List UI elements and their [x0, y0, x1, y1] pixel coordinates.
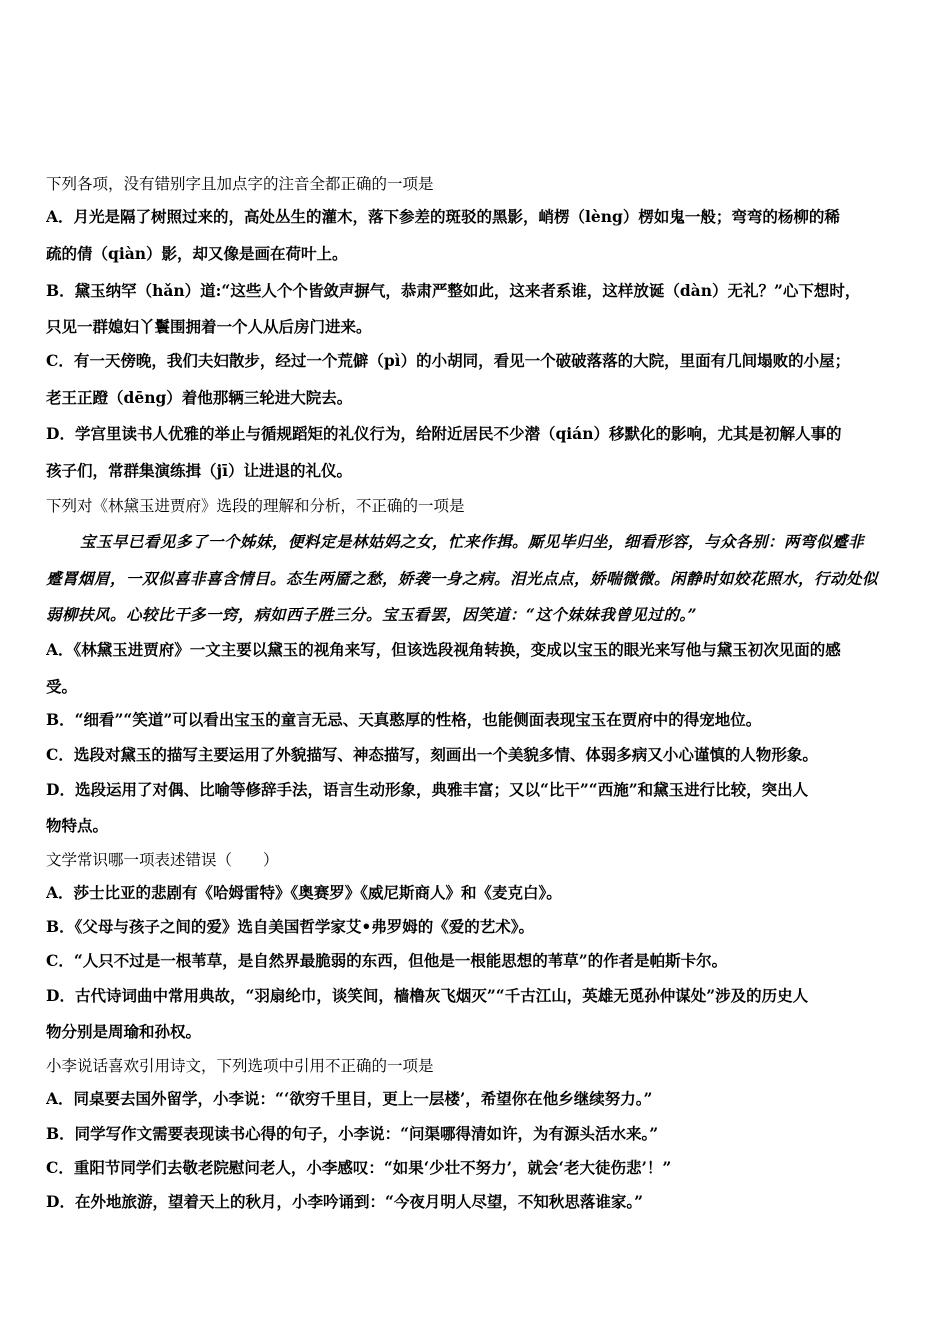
q4-option-b: B．同学写作文需要表现读书心得的句子，小李说：“问渠哪得清如许，为有源头活水来。” [46, 1124, 659, 1143]
q3-option-c: C．“人只不过是一根苇草，是自然界最脆弱的东西，但他是一根能思想的苇草”的作者是帕斯卡尔。 [46, 951, 728, 970]
q3-option-d-line1: D．古代诗词曲中常用典故，“羽扇纶巾，谈笑间，樯橹灰飞烟灭”“千古江山，英雄无觅孙仲谋处”涉及的历史人 [46, 986, 809, 1005]
q2-option-a-line1: A．《林黛玉进贾府》一文主要以黛玉的视角来写，但该选段视角转换，变成以宝玉的眼光来写他与黛玉初次见面的感 [46, 640, 841, 659]
q4-stem: 小李说话喜欢引用诗文，下列选项中引用不正确的一项是 [46, 1057, 434, 1075]
q2-passage-line2: 蹙罥烟眉，一双似喜非喜含情目。态生两靥之愁，娇袭一身之病。泪光点点，娇喘微微。闲静时如姣花照水，行动处似 [46, 569, 879, 588]
q4-option-d: D．在外地旅游，望着天上的秋月，小李吟诵到：“今夜月明人尽望，不知秋思落谁家。” [46, 1192, 644, 1211]
q2-passage-line1: 宝玉早已看见多了一个姊妹，便料定是林姑妈之女，忙来作揖。厮见毕归坐，细看形容，与众各别：两弯似蹙非 [80, 532, 865, 551]
q4-option-c: C．重阳节同学们去敬老院慰问老人，小李感叹：“如果‘少壮不努力’，就会‘老大徒伤悲’！” [46, 1158, 672, 1177]
q1-option-d-line1: D．学宫里读书人优雅的举止与循规蹈矩的礼仪行为，给附近居民不少潜（qián）移默化的影响，尤其是初解人事的 [46, 424, 842, 443]
q2-option-b: B．“细看”“笑道”可以看出宝玉的童言无忌、天真憨厚的性格，也能侧面表现宝玉在贾府中的得宠地位。 [46, 710, 762, 729]
q2-stem: 下列对《林黛玉进贾府》选段的理解和分析，不正确的一项是 [46, 497, 465, 515]
q1-option-c-line2: 老王正蹬（dēng）着他那辆三轮进大院去。 [46, 388, 353, 407]
q1-option-c-line1: C．有一天傍晚，我们夫妇散步，经过一个荒僻（pì）的小胡同，看见一个破破落落的大院，里面有几间塌败的小屋； [46, 351, 851, 370]
q2-passage-line3: 弱柳扶风。心较比干多一窍，病如西子胜三分。宝玉看罢，因笑道：“这个妹妹我曾见过的。” [46, 605, 698, 624]
q2-option-a-line2: 受。 [46, 677, 78, 696]
q1-option-b-line1: B．黛玉纳罕（hǎn）道:“这些人个个皆敛声摒气，恭肃严整如此，这来者系谁，这样放诞（dàn）无礼？”心下想时， [46, 281, 861, 300]
q3-option-b: B．《父母与孩子之间的爱》选自美国哲学家艾•弗罗姆的《爱的艺术》。 [46, 917, 535, 936]
q1-option-a-line2: 疏的倩（qiàn）影，却又像是画在荷叶上。 [46, 244, 348, 263]
q2-option-d-line1: D．选段运用了对偶、比喻等修辞手法，语言生动形象，典雅丰富；又以“比干”“西施”和黛玉进行比较，突出人 [46, 780, 809, 799]
q4-option-a: A．同桌要去国外留学，小李说：“‘欲穷千里目，更上一层楼’，希望你在他乡继续努力。” [46, 1089, 653, 1108]
q3-stem: 文学常识哪一项表述错误（ ） [46, 851, 279, 869]
q3-option-a: A．莎士比亚的悲剧有《哈姆雷特》《奥赛罗》《威尼斯商人》和《麦克白》。 [46, 883, 562, 902]
q1-option-b-line2: 只见一群媳妇丫鬟围拥着一个人从后房门进来。 [46, 317, 372, 336]
q1-option-a-line1: A．月光是隔了树照过来的，高处丛生的灌木，落下参差的斑驳的黑影，峭楞（lèng）楞如鬼一般；弯弯的杨柳的稀 [46, 207, 840, 226]
q1-option-d-line2: 孩子们，常群集演练揖（jī）让进退的礼仪。 [46, 461, 352, 480]
q2-option-c: C．选段对黛玉的描写主要运用了外貌描写、神态描写，刻画出一个美貌多情、体弱多病又小心谨慎的人物形象。 [46, 745, 818, 764]
q3-option-d-line2: 物分别是周瑜和孙权。 [46, 1022, 202, 1041]
q1-stem: 下列各项，没有错别字且加点字的注音全都正确的一项是 [46, 175, 434, 193]
q2-option-d-line2: 物特点。 [46, 816, 109, 835]
